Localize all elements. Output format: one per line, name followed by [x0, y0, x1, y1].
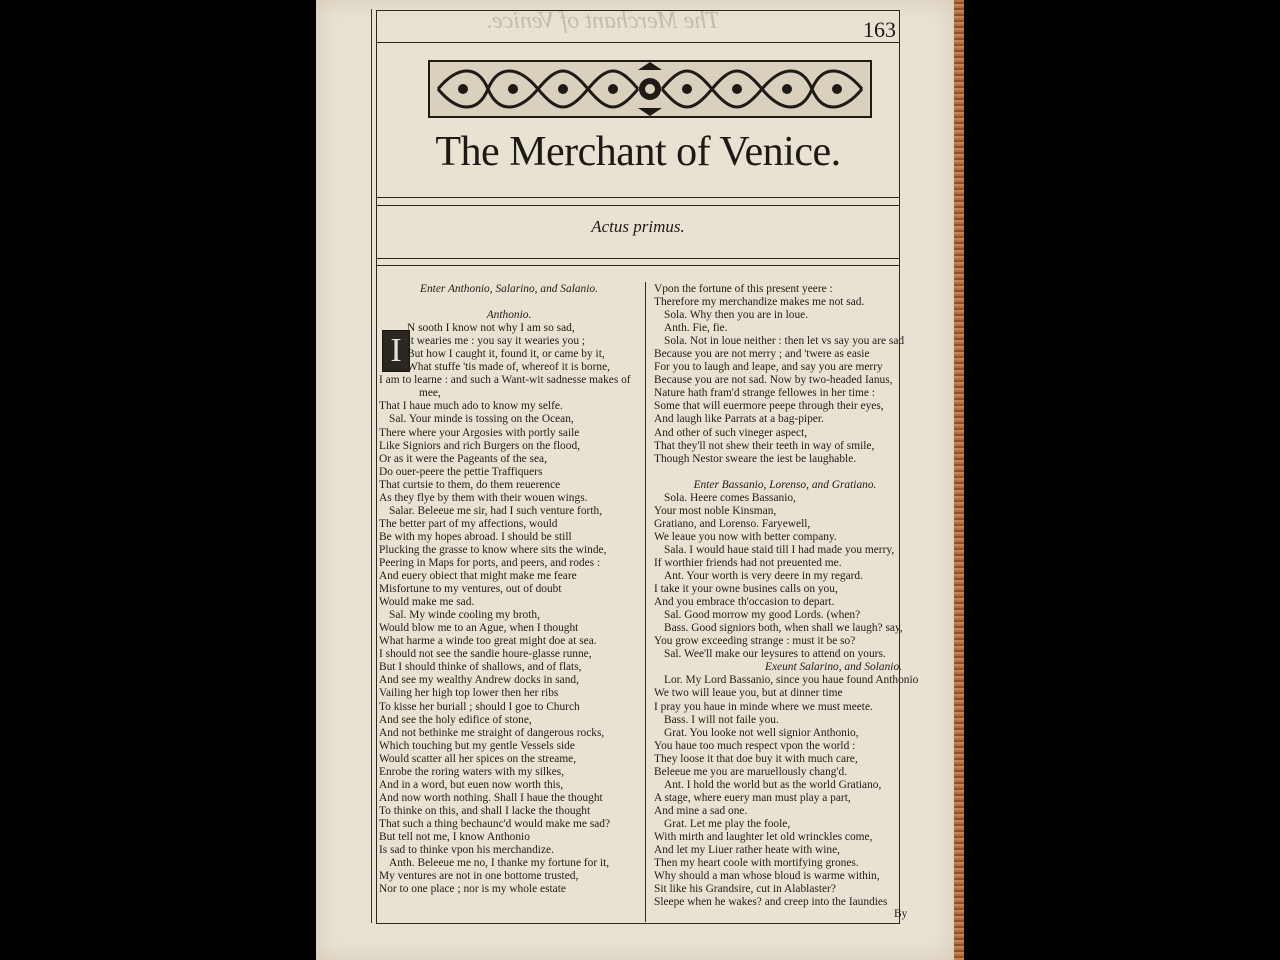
text-line: Enter Bassanio, Lorenso, and Gratiano.: [693, 478, 877, 491]
text-line: Ant. I hold the world but as the world Gratiano,: [664, 778, 882, 791]
folio-page: [316, 0, 954, 960]
text-line: That I haue much ado to know my selfe.: [379, 400, 563, 413]
text-line: Is sad to thinke vpon his merchandize.: [379, 844, 554, 857]
title-rule: [376, 197, 900, 198]
headpiece-ornament-icon: [428, 60, 872, 118]
text-line: And let my Liuer rather heate with wine,: [654, 844, 840, 857]
act-rule: [376, 258, 900, 259]
text-line: A stage, where euery man must play a part,: [654, 791, 851, 804]
left-text-column: [379, 283, 639, 896]
play-title: The Merchant of Venice.: [435, 129, 841, 175]
text-line: Vailing her high top lower then her ribs: [379, 687, 559, 700]
text-line: Anthonio.: [486, 309, 532, 322]
text-line: Then my heart coole with mortifying grones.: [654, 857, 859, 870]
text-line: It wearies me : you say it wearies you ;: [407, 335, 586, 348]
text-line: Therefore my merchandize makes me not sad.: [654, 296, 865, 309]
text-line: The better part of my affections, would: [379, 517, 558, 530]
catchword: By: [894, 908, 908, 920]
text-line: And in a word, but euen now worth this,: [379, 778, 564, 791]
text-line: I am to learne : and such a Want-wit sadnesse makes of: [379, 374, 631, 387]
text-line: What stuffe 'tis made of, whereof it is borne,: [407, 361, 611, 374]
text-line: Do ouer-peere the pettie Traffiquers: [379, 465, 543, 478]
text-line: You haue too much respect vpon the world :: [654, 739, 856, 752]
text-line: Sit like his Grandsire, cut in Alablaster?: [654, 883, 836, 896]
text-line: For you to laugh and leape, and say you are merry: [654, 361, 883, 374]
text-line: Like Signiors and rich Burgers on the flood,: [379, 439, 580, 452]
text-line: Nature hath fram'd strange fellowes in her time :: [654, 387, 875, 400]
text-line: Vpon the fortune of this present yeere :: [654, 283, 833, 295]
text-line: Enrobe the roring waters with my silkes,: [379, 765, 565, 778]
text-line: Sleepe when he wakes? and creep into the Iaundies: [654, 896, 888, 909]
text-line: My ventures are not in one bottome trusted,: [379, 870, 579, 883]
text-line: But tell not me, I know Anthonio: [379, 830, 530, 843]
text-line: Gratiano, and Lorenso. Faryewell,: [654, 517, 811, 530]
text-line: Salar. Beleeue me sir, had I such venture forth,: [389, 504, 603, 517]
text-line: [379, 296, 639, 309]
text-line: And now worth nothing. Shall I haue the thought: [379, 791, 603, 804]
text-line: [654, 466, 916, 479]
bleedthrough-text: The Merchant of Venice.: [486, 8, 720, 34]
text-line: Ant. Your worth is very deere in my regard.: [664, 570, 863, 583]
text-line: You grow exceeding strange : must it be so?: [654, 635, 856, 648]
text-line: Because you are not merry ; and 'twere as easie: [654, 348, 870, 361]
text-line: Sal. My winde cooling my broth,: [389, 609, 540, 622]
text-line: Some that will euermore peepe through their eyes,: [654, 400, 884, 413]
text-line: Because you are not sad. Now by two-headed Ianus,: [654, 374, 893, 387]
header-rule: [376, 42, 900, 43]
text-line: Exeunt Salarino, and Solanio.: [765, 661, 902, 674]
text-line: Would scatter all her spices on the streame,: [379, 752, 577, 765]
text-line: That such a thing bechaunc'd would make me sad?: [379, 817, 611, 830]
text-line: Anth. Fie, fie.: [664, 322, 728, 335]
text-line: I pray you haue in minde where we must meete.: [654, 700, 873, 713]
text-line: And see the holy edifice of stone,: [379, 713, 532, 726]
text-line: Grat. You looke not well signior Anthonio,: [664, 726, 859, 739]
text-line: Enter Anthonio, Salarino, and Salanio.: [420, 283, 598, 295]
drop-capital: I: [382, 330, 410, 372]
text-line: That curtsie to them, do them reuerence: [379, 478, 561, 491]
text-line: And mine a sad one.: [654, 804, 748, 817]
text-line: And laugh like Parrats at a bag-piper.: [654, 413, 824, 426]
text-line: And see my wealthy Andrew docks in sand,: [379, 674, 579, 687]
act-heading: Actus primus.: [591, 217, 685, 236]
right-text-column: [654, 283, 919, 909]
text-line: To kisse her buriall ; should I goe to Church: [379, 700, 580, 713]
text-line: We two will leaue you, but at dinner time: [654, 687, 843, 700]
text-line: Sala. I would haue staid till I had made you merry,: [664, 543, 895, 556]
text-line: Beleeue me you are maruellously chang'd.: [654, 765, 848, 778]
text-line: Your most noble Kinsman,: [654, 504, 777, 517]
text-line: With mirth and laughter let old wrinckles come,: [654, 830, 873, 843]
act-rule-2: [376, 265, 900, 266]
text-line: That they'll not shew their teeth in way of smile,: [654, 439, 875, 452]
column-divider: [645, 282, 646, 922]
text-line: And other of such vineger aspect,: [654, 426, 808, 439]
text-line: I take it your owne busines calls on you,: [654, 583, 838, 596]
page-edge: [954, 0, 964, 960]
text-line: They loose it that doe buy it with much care,: [654, 752, 858, 765]
text-line: Sal. Good morrow my good Lords. (when?: [664, 609, 861, 622]
text-line: To thinke on this, and shall I lacke the thought: [379, 804, 591, 817]
text-line: What harme a winde too great might doe at sea.: [379, 635, 597, 648]
text-line: Grat. Let me play the foole,: [664, 817, 791, 830]
text-line: Why should a man whose bloud is warme within,: [654, 870, 880, 883]
text-line: Would make me sad.: [379, 596, 475, 609]
text-line: Lor. My Lord Bassanio, since you haue found Anthonio: [664, 674, 919, 687]
text-line: Misfortune to my ventures, out of doubt: [379, 583, 562, 596]
text-line: Anth. Beleeue me no, I thanke my fortune for it,: [389, 857, 610, 870]
text-line: Be with my hopes abroad. I should be still: [379, 530, 572, 543]
text-line: As they flye by them with their wouen wings.: [379, 491, 588, 504]
text-line: N sooth I know not why I am so sad,: [407, 322, 575, 335]
text-line: Sal. Wee'll make our leysures to attend on yours.: [664, 648, 886, 661]
text-line: Sola. Why then you are in loue.: [664, 309, 809, 322]
text-line: Sola. Not in loue neither : then let vs say you are sad: [664, 335, 905, 348]
text-line: But I should thinke of shallows, and of flats,: [379, 661, 582, 674]
text-line: Bass. Good signiors both, when shall we laugh? say,: [664, 622, 903, 635]
text-line: And not bethinke me straight of dangerous rocks,: [379, 726, 605, 739]
text-line: Sola. Heere comes Bassanio,: [664, 491, 796, 504]
text-line: If worthier friends had not preuented me.: [654, 556, 842, 569]
text-line: We leaue you now with better company.: [654, 530, 837, 543]
text-line: But how I caught it, found it, or came by it,: [407, 348, 605, 361]
text-line: Plucking the grasse to know where sits the winde,: [379, 543, 607, 556]
text-line: Nor to one place ; nor is my whole estate: [379, 883, 566, 896]
text-line: Sal. Your minde is tossing on the Ocean,: [389, 413, 574, 426]
text-line: Or as it were the Pageants of the sea,: [379, 452, 547, 465]
text-line: mee,: [419, 387, 441, 400]
text-line: Peering in Maps for ports, and peers, and rodes :: [379, 556, 601, 569]
text-line: And euery obiect that might make me feare: [379, 570, 577, 583]
text-line: Though Nestor sweare the iest be laughable.: [654, 452, 857, 465]
text-line: And you embrace th'occasion to depart.: [654, 596, 835, 609]
text-line: There where your Argosies with portly saile: [379, 426, 580, 439]
page-number: 163: [863, 17, 896, 42]
title-rule-2: [376, 205, 900, 206]
text-line: Which touching but my gentle Vessels side: [379, 739, 575, 752]
text-line: Bass. I will not faile you.: [664, 713, 779, 726]
text-line: Would blow me to an Ague, when I thought: [379, 622, 579, 635]
text-line: I should not see the sandie houre-glasse runne,: [379, 648, 592, 661]
